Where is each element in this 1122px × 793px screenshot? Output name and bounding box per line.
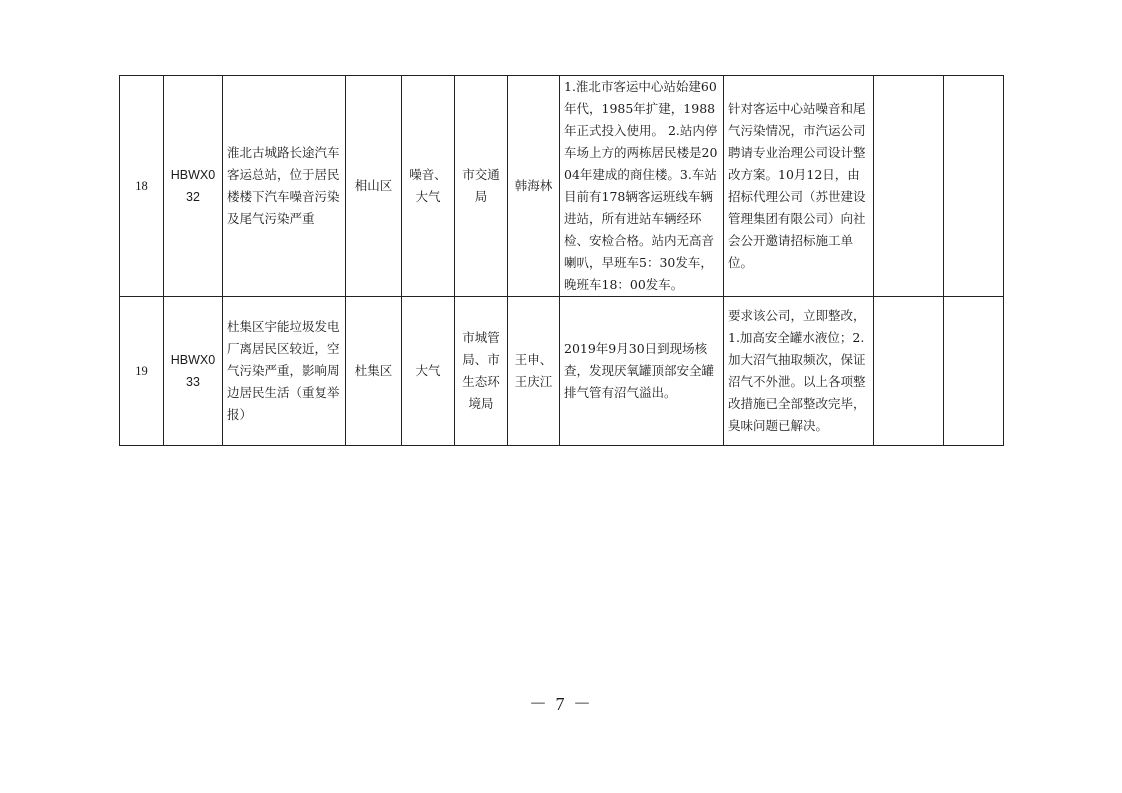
rectification-cell: 针对客运中心站噪音和尾气污染情况，市汽运公司聘请专业治理公司设计整改方案。10月12日，由招标代理公司（苏世建设管理集团有限公司）向社会公开邀请招标施工单位。 [724, 76, 874, 297]
extra-cell-1 [874, 297, 944, 446]
department-cell: 市交通局 [455, 76, 508, 297]
extra-cell-2 [944, 76, 1004, 297]
table-row [120, 76, 1004, 297]
department-cell: 市城管局、市生态环境局 [455, 297, 508, 446]
case-code: HBWX033 [164, 297, 223, 446]
rectification-cell: 要求该公司，立即整改，1.加高安全罐水液位；2.加大沼气抽取频次，保证沼气不外泄。以上各项整改措施已全部整改完毕，臭味问题已解决。 [724, 297, 874, 446]
complaint-table [119, 75, 1004, 446]
investigation-cell: 2019年9月30日到现场核查，发现厌氧罐顶部安全罐排气管有沼气溢出。 [560, 297, 724, 446]
extra-cell-1 [874, 76, 944, 297]
case-code: HBWX032 [164, 76, 223, 297]
page-number: － 7 － [529, 694, 593, 714]
extra-cell-2 [944, 297, 1004, 446]
table-row [120, 297, 1004, 446]
pollution-type-cell: 噪音、大气 [402, 76, 455, 297]
person-cell: 韩海林 [508, 76, 560, 297]
complaint-description: 杜集区宇能垃圾发电厂离居民区较近，空气污染严重，影响周边居民生活（重复举报） [223, 297, 346, 446]
row-number: 19 [120, 297, 164, 446]
row-number: 18 [120, 76, 164, 297]
district-cell: 相山区 [346, 76, 402, 297]
pollution-type-cell: 大气 [402, 297, 455, 446]
district-cell: 杜集区 [346, 297, 402, 446]
complaint-description: 淮北古城路长途汽车客运总站，位于居民楼楼下汽车噪音污染及尾气污染严重 [223, 76, 346, 297]
person-cell: 王申、王庆江 [508, 297, 560, 446]
investigation-cell: 1.淮北市客运中心站始建60年代，1985年扩建，1988年正式投入使用。 2.站内停车场上方的两栋居民楼是2004年建成的商住楼。3.车站目前有178辆客运班线车辆进站，所有进站车辆经环检、安检合格。站内无高音喇叭，早班车5：30发车，晚班车18：00发车。 [560, 76, 724, 297]
